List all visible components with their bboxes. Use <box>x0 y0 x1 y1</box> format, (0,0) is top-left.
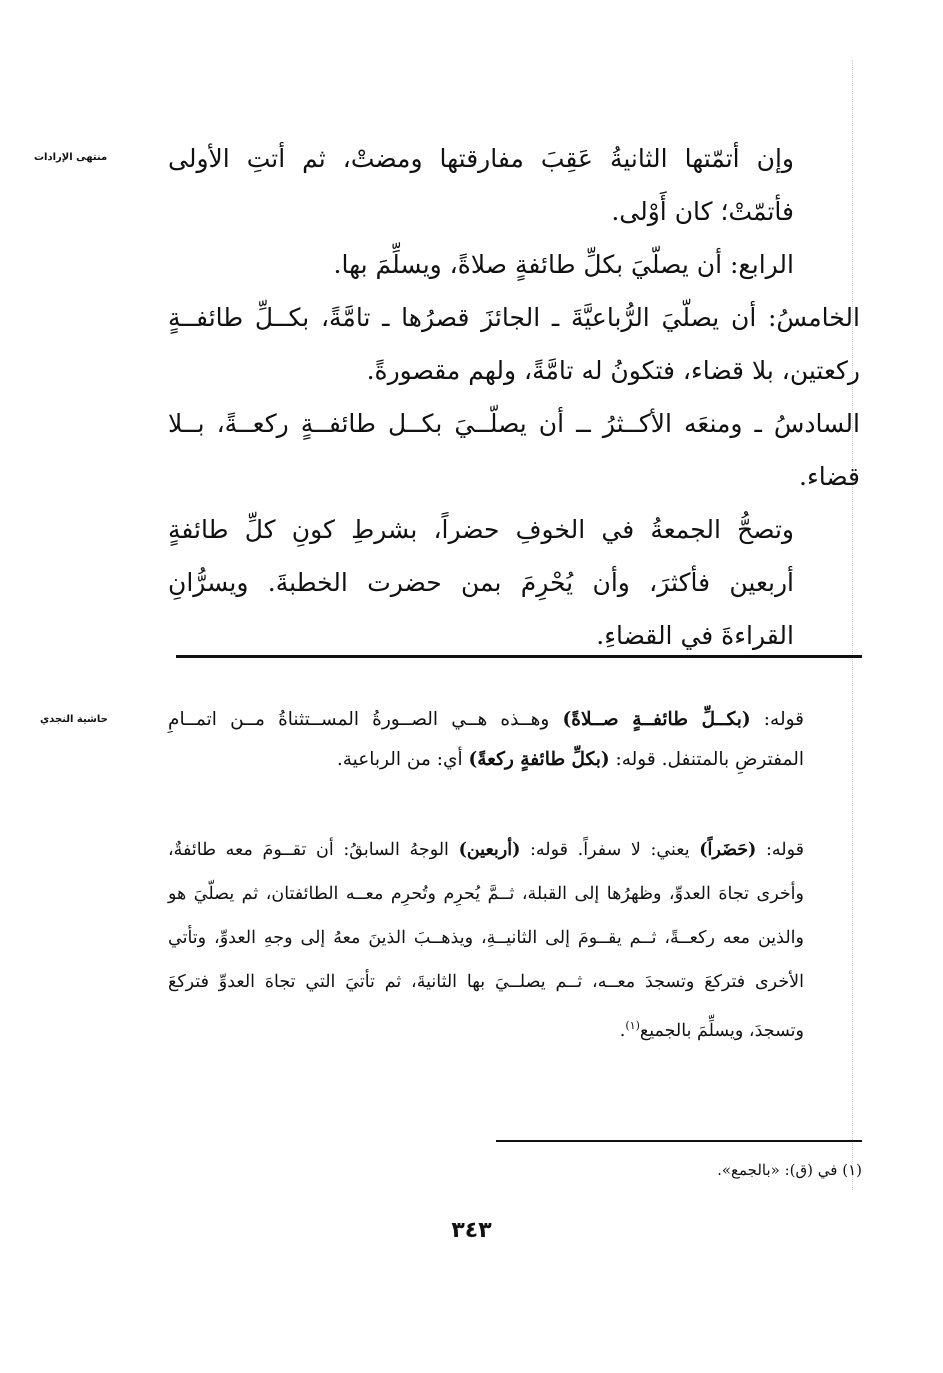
commentary-text: قوله: <box>750 709 804 730</box>
section-divider <box>176 655 862 658</box>
commentary-paragraph-1 <box>168 700 860 780</box>
main-paragraph-1: وإن أتمّتها الثانيةُ عَقِبَ مفارقتها ومضتْ، ثم أتتِ الأولى فأتمّتْ؛ كان أَوْلى. <box>168 144 794 226</box>
footnote-reference: (١) <box>625 1019 640 1032</box>
commentary-block-1 <box>168 700 860 780</box>
commentary-text: أي: من الرباعية. <box>336 749 469 770</box>
main-paragraph-5: وتصحُّ الجمعةُ في الخوفِ حضراً، بشرطِ كونِ كلِّ طائفةٍ أربعين فأكثرَ، وأن يُحْرِمَ بمن حضرت الخطبةَ. ويسرُّانِ القراءةَ في القضاءِ. <box>168 515 794 650</box>
commentary-text: . <box>619 1020 626 1041</box>
commentary-text: وهــذه هــي الصــورةُ المســتثناةُ مــن اتمــامِ المفترضِ بالمتنفل. قوله: <box>168 709 804 770</box>
main-paragraph-3: الخامسُ: أن يصلّيَ الرُّباعيَّةَ ـ الجائزَ قصرُها ـ تامَّةً، بكــلِّ طائفــةٍ ركعتين، بلا قضاء، فتكونُ له تامَّةً، ولهم مقصورةً. <box>168 303 860 385</box>
commentary-block-2 <box>168 828 860 1053</box>
commentary-paragraph-2 <box>168 828 860 1053</box>
commentary-text: قوله: <box>756 840 805 860</box>
commentary-text: يعني: لا سفراً. قوله: <box>520 840 700 860</box>
main-text <box>168 132 860 662</box>
commentary-keyword: (بكلِّ طائفةٍ ركعةً) <box>468 749 610 770</box>
side-label-najdi: حاشية النجدي <box>40 714 108 725</box>
main-paragraph-4: السادسُ ـ ومنعَه الأكــثرُ ــ أن يصلّــيَ بكــل طائفــةٍ ركعــةً، بــلا قضاء. <box>168 409 860 491</box>
page-number: ٣٤٣ <box>451 1218 492 1243</box>
commentary-keyword: (حَضَراً) <box>699 840 757 860</box>
footnote: (١) في (ق): «بالجمع». <box>717 1161 862 1179</box>
commentary-keyword: (بكــلِّ طائفــةٍ صــلاةً) <box>562 709 751 730</box>
commentary-keyword: (أربعين) <box>458 840 521 860</box>
side-label-muntaha: منتهى الإرادات <box>34 152 108 163</box>
main-paragraph-2: الرابع: أن يصلّيَ بكلِّ طائفةٍ صلاةً، ويسلِّمَ بها. <box>333 250 794 279</box>
footnote-divider <box>496 1140 862 1142</box>
commentary-text: الوجهُ السابقُ: أن تقــومَ معه طائفةٌ، وأخرى تجاهَ العدوِّ، وظهرُها إلى القبلة، ثــمَّ يُحرِم وتُحرِم معــه الطائفتان، ثم يصلّيَ هو والذين معه ركعــةً، ثــم يقــومَ إلى الثانيــةِ، ويذهــبَ الذينَ معهُ إلى وجهِ العدوِّ، وتأتي الأخرى فتركعَ وتسجدَ معــه، ثــم يصلــيَ بها الثانيةَ، ثم تأتيَ التي تجاهَ العدوِّ فتركعَ وتسجدَ، ويسلِّمَ بالجميع <box>168 840 804 1041</box>
